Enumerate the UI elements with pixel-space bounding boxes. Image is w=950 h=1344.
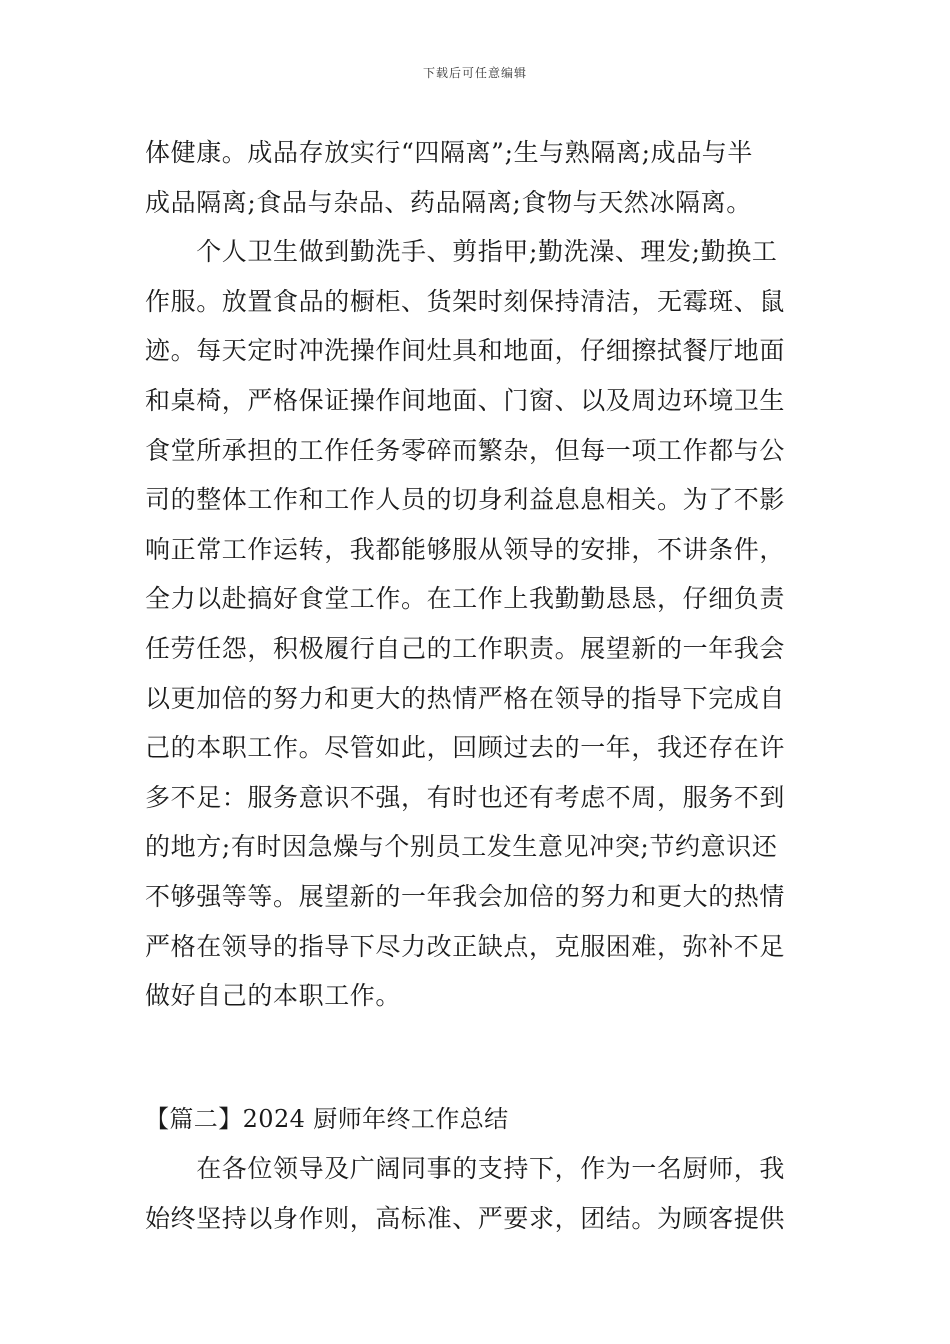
text-line: 和桌椅，严格保证操作间地面、门窗、以及周边环境卫生: [145, 385, 786, 415]
text-line: 多不足：服务意识不强，有时也还有考虑不周，服务不到: [145, 782, 786, 812]
page-header-note: 下载后可任意编辑: [422, 66, 527, 80]
text-line: 严格在领导的指导下尽力改正缺点，克服困难，弥补不足: [145, 931, 786, 961]
text-line: 以更加倍的努力和更大的热情严格在领导的指导下完成自: [145, 683, 786, 713]
document-body: [145, 128, 810, 1243]
text-line: 在各位领导及广阔同事的支持下，作为一名厨师，我: [145, 1154, 786, 1184]
text-line: 任劳任怨，积极履行自己的工作职责。展望新的一年我会: [145, 633, 786, 663]
text-line: 己的本职工作。尽管如此，回顾过去的一年，我还存在许: [145, 733, 786, 763]
text-line: 作服。放置食品的橱柜、货架时刻保持清洁，无霉斑、鼠: [145, 286, 786, 316]
text-line: 司的整体工作和工作人员的切身利益息息相关。为了不影: [145, 485, 786, 515]
text-line: 做好自己的本职工作。: [145, 981, 402, 1011]
section-spacer: [145, 1021, 810, 1095]
section-title: 【篇二】2024 厨师年终工作总结: [145, 1104, 509, 1133]
text-line: 食堂所承担的工作任务零碎而繁杂，但每一项工作都与公: [145, 435, 786, 465]
text-line: 全力以赴搞好食堂工作。在工作上我勤勤恳恳，仔细负责: [145, 584, 786, 614]
text-line: 的地方;有时因急燥与个别员工发生意见冲突;节约意识还: [145, 832, 778, 862]
text-line: 体健康。成品存放实行“四隔离”;生与熟隔离;成品与半: [145, 138, 754, 167]
text-line: 不够强等等。展望新的一年我会加倍的努力和更大的热情: [145, 881, 786, 911]
text-line: 个人卫生做到勤洗手、剪指甲;勤洗澡、理发;勤换工: [145, 237, 778, 267]
text-line: 迹。每天定时冲洗操作间灶具和地面，仔细擦拭餐厅地面: [145, 336, 786, 366]
text-line: 响正常工作运转，我都能够服从领导的安排，不讲条件，: [145, 534, 786, 564]
text-line: 始终坚持以身作则，高标准、严要求，团结。为顾客提供: [145, 1203, 786, 1233]
section-one: [145, 128, 810, 1021]
text-line: 成品隔离;食品与杂品、药品隔离;食物与天然冰隔离。: [145, 187, 752, 217]
section-two: [145, 1095, 810, 1244]
